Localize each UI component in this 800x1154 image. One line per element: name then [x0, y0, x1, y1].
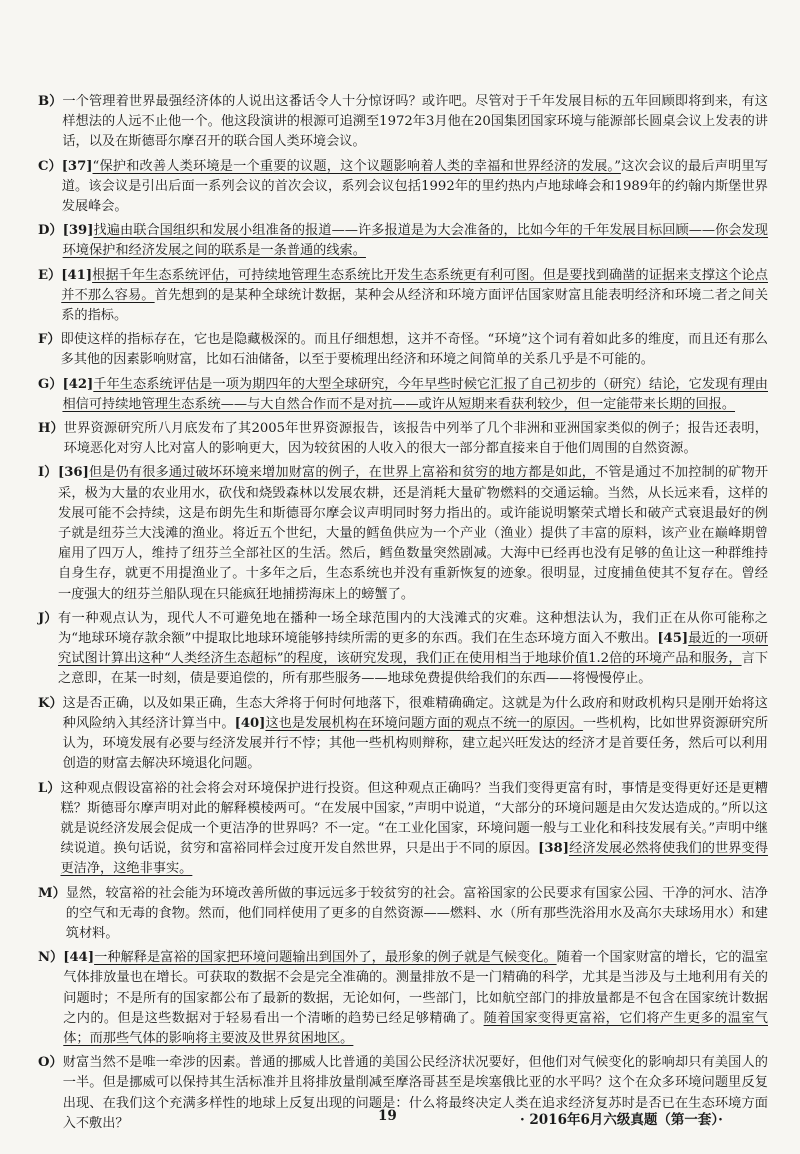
question-number: [42]	[62, 376, 94, 392]
paragraph-text	[63, 694, 768, 775]
text-segment: 世界资源研究所八月底发布了其2005年世界资源报告，该报告中列举了几个非洲和亚洲国家类似的例子；报告还表明，环境恶化对穷人比对富人的影响更大，因为较贫困的人收入的很大一部分都直接来自于他们周围的自然资源。	[63, 421, 768, 457]
paragraph-text	[64, 419, 768, 459]
paragraph	[38, 330, 768, 370]
underlined-text: 一种解释是富裕的国家把环境问题输出到国外了，最形象的例子就是气候变化。	[94, 950, 557, 966]
underlined-text: 但是仍有很多通过破坏环境来增加财富的例子，在世界上富裕和贫穷的地方都是如此，	[88, 465, 596, 481]
underlined-text: 根据千年生态系统评估，可持续地管理生态系统比开发生态系统更有利可图。但是要找到确凿的证据来支撑这个论点并不那么容易。	[61, 267, 768, 303]
paragraph	[38, 221, 768, 261]
text-segment: 一个管理着世界最强经济体的人说出这番话令人十分惊讶吗？或许吧。尽管对于千年发展目标的五年回顾即将到来，有这样想法的人远不止他一个。他这段演讲的根源可追溯至1972年3月他在20国集团国家环境与能源部长圆桌会议上发表的讲话，以及在斯德哥尔摩召开的联合国人类环境会议。	[62, 94, 768, 150]
page-number: 19	[378, 1108, 397, 1124]
question-number: [41]	[61, 267, 93, 283]
paragraph	[38, 884, 768, 945]
paragraph-text	[62, 157, 768, 218]
text-segment: 不管是通过不加控制的矿物开采，极为大量的农业用水，砍伐和烧毁森林以发展农耕，还是消耗大量矿物燃料的交通运输。当然，从长远来看，这样的发展可能不会持续，这是布朗先生和斯德哥尔摩会议声明同时努力指出的。或许能说明繁荣式增长和破产式衰退最好的例子就是纽芬兰大浅滩的渔业。将近五个世纪，大量的鳕鱼供应为一个产业（渔业）提供了丰富的原料，该产业在巅峰期曾雇用了四万人，维持了纽芬兰全部社区的生活。然后，鳕鱼数量突然剧减。大海中已经再也没有足够的鱼让这一种群维持自身生存，就更不用提渔业了。十多年之后，生态系统也并没有重新恢复的迹象。很明显，过度捕鱼使其不复存在。曾经一度强大的纽芬兰船队现在只能疯狂地捕捞海床上的螃蟹了。	[58, 465, 769, 602]
text-segment: 即使这样的指标存在，它也是隐藏极深的。而且仔细想想，这并不奇怪。“环境”这个词有着如此多的维度，而且还有那么多其他的因素影响财富，比如石油储备，以至于要梳理出经济和环境之间简单的关系几乎是不可能的。	[60, 332, 768, 368]
paragraph-text	[61, 330, 768, 370]
paragraph-label: G）	[38, 376, 63, 392]
paragraph-label: C）	[38, 158, 62, 174]
text-segment: 这种观点假设富裕的社会将会对环境保护进行投资。但这种观点正确吗？当我们变得更富有时，事情是变得更好还是更糟糕？斯德哥尔摩声明对此的解释模棱两可。“在发展中国家，”声明中说道，“大部分的环境问题是由欠发达造成的。”所以这就是说经济发展会促成一个更洁净的世界吗？不一定。“在工业化国家，环境问题一般与工业化和科技发展有关。”声明中继续说道。换句话说，贫穷和富裕同样会过度开发自然世界，只是出于不同的原因。	[60, 780, 768, 857]
underlined-text: 经济发展必然将使我们的世界变得更洁净，这绝非事实。	[60, 841, 769, 877]
paragraph-text	[60, 779, 768, 880]
question-number: [40]	[234, 715, 266, 731]
paragraph-text	[62, 92, 768, 153]
question-number: [45]	[657, 631, 689, 647]
text-segment: 显然，较富裕的社会能为环境改善所做的事远远多于较贫穷的社会。富裕国家的公民要求有国家公园、干净的河水、洁净的空气和无毒的食物。然而，他们同样使用了更多的自然资源——燃料、水（所有那些洗浴用水及高尔夫球场用水）和建筑材料。	[65, 885, 768, 941]
paragraph-text	[58, 463, 768, 604]
paragraph-text	[61, 266, 768, 327]
paragraph	[38, 948, 768, 1049]
underlined-text: 找遍由联合国组织和发展小组准备的报道——许多报道是为大会准备的，比如今年的千年发展目标回顾——你会发现环境保护和经济发展之间的联系是一条普通的线索。	[62, 223, 768, 259]
paragraph-label: O）	[38, 1055, 63, 1071]
paragraph-label: I）	[38, 465, 58, 481]
paragraph-label: E）	[38, 267, 62, 283]
paragraph-text	[63, 221, 768, 261]
paragraph-label: L）	[38, 780, 61, 796]
text-segment: 这是否正确，以及如果正确，生态大斧将于何时何地落下，很难精确确定。这就是为什么政府和财政机构只是刚开始将这种风险纳入其经济计算当中。	[62, 695, 768, 731]
underlined-text: 随着国家变得更富裕，它们将产生更多的温室气体；而那些气体的影响将主要波及世界贫困地区。	[63, 1010, 768, 1046]
paragraph	[38, 375, 768, 415]
paragraph-label: F）	[38, 332, 61, 348]
paragraph	[38, 694, 768, 775]
paragraph-label: D）	[38, 223, 63, 239]
question-number: [39]	[62, 223, 94, 239]
underlined-text: 千年生态系统评估是一项为期四年的大型全球研究，今年早些时候它汇报了自己初步的（研究）结论，它发现有理由相信可持续地管理生态系统——与大自然合作而不是对抗——或许从短期来看获利较少，但一定能带来长期的回报。	[62, 376, 768, 412]
question-number: [38]	[538, 841, 569, 857]
paragraph	[38, 463, 768, 604]
underlined-text: “保护和改善人类环境是一个重要的议题，这个议题影响着人类的幸福和世界经济的发展。”	[92, 158, 621, 174]
text-segment: 财富当然不是唯一牵涉的因素。普通的挪威人比普通的美国公民经济状况要好，但他们对气候变化的影响却只有美国人的一半。但是挪威可以保持其生活标准并且将排放量削减至摩洛哥甚至是埃塞俄比亚的水平吗？这个在众多环境问题里反复出现、在我们这个充满多样性的地球上反复出现的问题是：什么将最终决定人类在追求经济复苏时是否已在生态环境方面入不敷出？	[62, 1055, 768, 1131]
text-segment: 这次会议的最后声明里写道。该会议是引出后面一系列会议的首次会议，系列会议包括1992年的里约热内卢地球峰会和1989年的约翰内斯堡世界发展峰会。	[61, 158, 768, 215]
paragraph	[38, 92, 768, 153]
text-segment: 随着一个国家财富的增长，它的温室气体排放量也在增长。可获取的数据不会是完全准确的。测量排放不是一门精确的科学，尤其是当涉及与土地利用有关的问题时；不是所有的国家都公布了最新的数据，无论如何，一些部门，比如航空部门的排放量都是不包含在国家统计数据之内的。但是这些数据对于轻易看出一个清晰的趋势已经足够精确了。	[63, 950, 769, 1026]
paragraph-text	[58, 609, 768, 690]
paragraph-text	[63, 948, 768, 1049]
underlined-text: 这也是发展机构在环境问题方面的观点不统一的原因。	[265, 715, 583, 731]
text-segment: 一些机构，比如世界资源研究所认为，环境发展有必要与经济发展并行不悖；其他一些机构则辩称，建立起兴旺发达的经济才是首要任务，然后可以利用创造的财富去解决环境退化问题。	[62, 715, 769, 772]
paragraph-text	[66, 884, 768, 945]
text-segment: 首先想到的是某种全球统计数据，某种会从经济和环境方面评估国家财富且能表明经济和环境二者之间关系的指标。	[61, 287, 769, 324]
text-segment: 有一种观点认为，现代人不可避免地在播种一场全球范围内的大浅滩式的灾难。这种想法认为，我们正在从你可能称之为“地球环境存款余额”中提取比地球环境能够持续所需的更多的东西。我们在生态环境方面入不敷出。	[58, 610, 768, 647]
paragraph	[38, 779, 768, 880]
paragraph	[38, 419, 768, 459]
underlined-text: 最近的一项研究试图计算出这种“人类经济生态超标”的程度，该研究发现，我们正在使用相当于地球价值1.2倍的环境产品和服务，	[58, 631, 769, 667]
exam-source-label: · 2016年6月六级真题（第一套）·	[520, 1112, 723, 1128]
paragraph-label: N）	[38, 950, 64, 966]
text-segment: 言下之意即，在某一时刻，债是要追偿的，所有那些服务——地球免费提供给我们的东西——将慢慢停止。	[58, 651, 769, 687]
paragraph	[38, 157, 768, 218]
paragraph-label: K）	[38, 695, 63, 711]
paragraph-text	[62, 375, 768, 415]
page-footer	[0, 1108, 800, 1132]
paragraph-label: H）	[38, 421, 64, 437]
question-number: [44]	[63, 950, 95, 966]
paragraph-label: M）	[38, 885, 66, 901]
paragraph-label: B）	[38, 94, 63, 109]
question-number: [37]	[61, 158, 93, 174]
paragraph-label: J）	[38, 610, 58, 626]
paragraph	[38, 609, 768, 690]
paragraph	[38, 266, 768, 327]
question-number: [36]	[58, 465, 89, 481]
paragraph-list	[38, 92, 768, 1138]
